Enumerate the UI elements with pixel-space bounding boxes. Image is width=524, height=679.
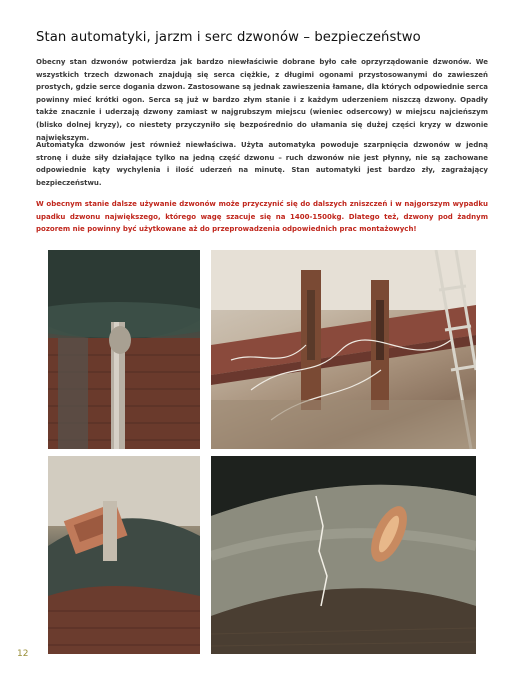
page-number: 12	[17, 649, 29, 659]
photo-bell-yoke	[48, 456, 200, 654]
photo-bell-automation	[211, 250, 476, 449]
paragraph-automation: Automatyka dzwonów jest również niewłaściwa. Użyta automatyka powoduje szarpnięcia dzwonów w jedną stronę i duże siły działające tylko na jedną część dzwonu – ruch dzwonów nie jest płynny, nie są zachowane odpowiednie kąty wychylenia i ilość uderzeń na minutę. Stan automatyki jest bardzo zły, zagrażający bezpieczeństwu.	[36, 141, 488, 187]
paragraph-clappers: Obecny stan dzwonów potwierdza jak bardzo niewłaściwie dobrane było całe oprzyrządowanie dzwonów. We wszystkich trzech dzwonach znajdują się serca ciężkie, z długimi ogonami przystosowanymi do zawieszeń prostych, gdzie serce dogania dzwon. Zastosowane są jednak zawieszenia łamane, dla których odpowiednie serca powinny mieć krótki ogon. Serca są już w bardzo złym stanie i z każdym uderzeniem niszczą dzwony. Opadły także znacznie i uderzają dzwony zamiast w najgrubszym miejscu (wieniec odsercowy) w miejscu najcieńszym (blisko dolnej kryzy), co niestety przyczyniło się bezpośrednio do ułamania się dużej części kryzy w dzwonie największym.	[36, 58, 488, 142]
page-title: Stan automatyki, jarzm i serc dzwonów – bezpieczeństwo	[36, 30, 421, 45]
photo-bell-clapper	[48, 250, 200, 449]
warning-paragraph: W obecnym stanie dalsze używanie dzwonów może przyczynić się do dalszych zniszczeń i w najgorszym wypadku upadku dzwonu największego, którego wagę szacuje się na 1400-1500kg. Dlatego też, dzwony pod żadnym pozorem nie powinny być użytkowane aż do przeprowadzenia odpowiednich prac montażowych!	[36, 200, 488, 234]
photo-bell-crack	[211, 456, 476, 654]
